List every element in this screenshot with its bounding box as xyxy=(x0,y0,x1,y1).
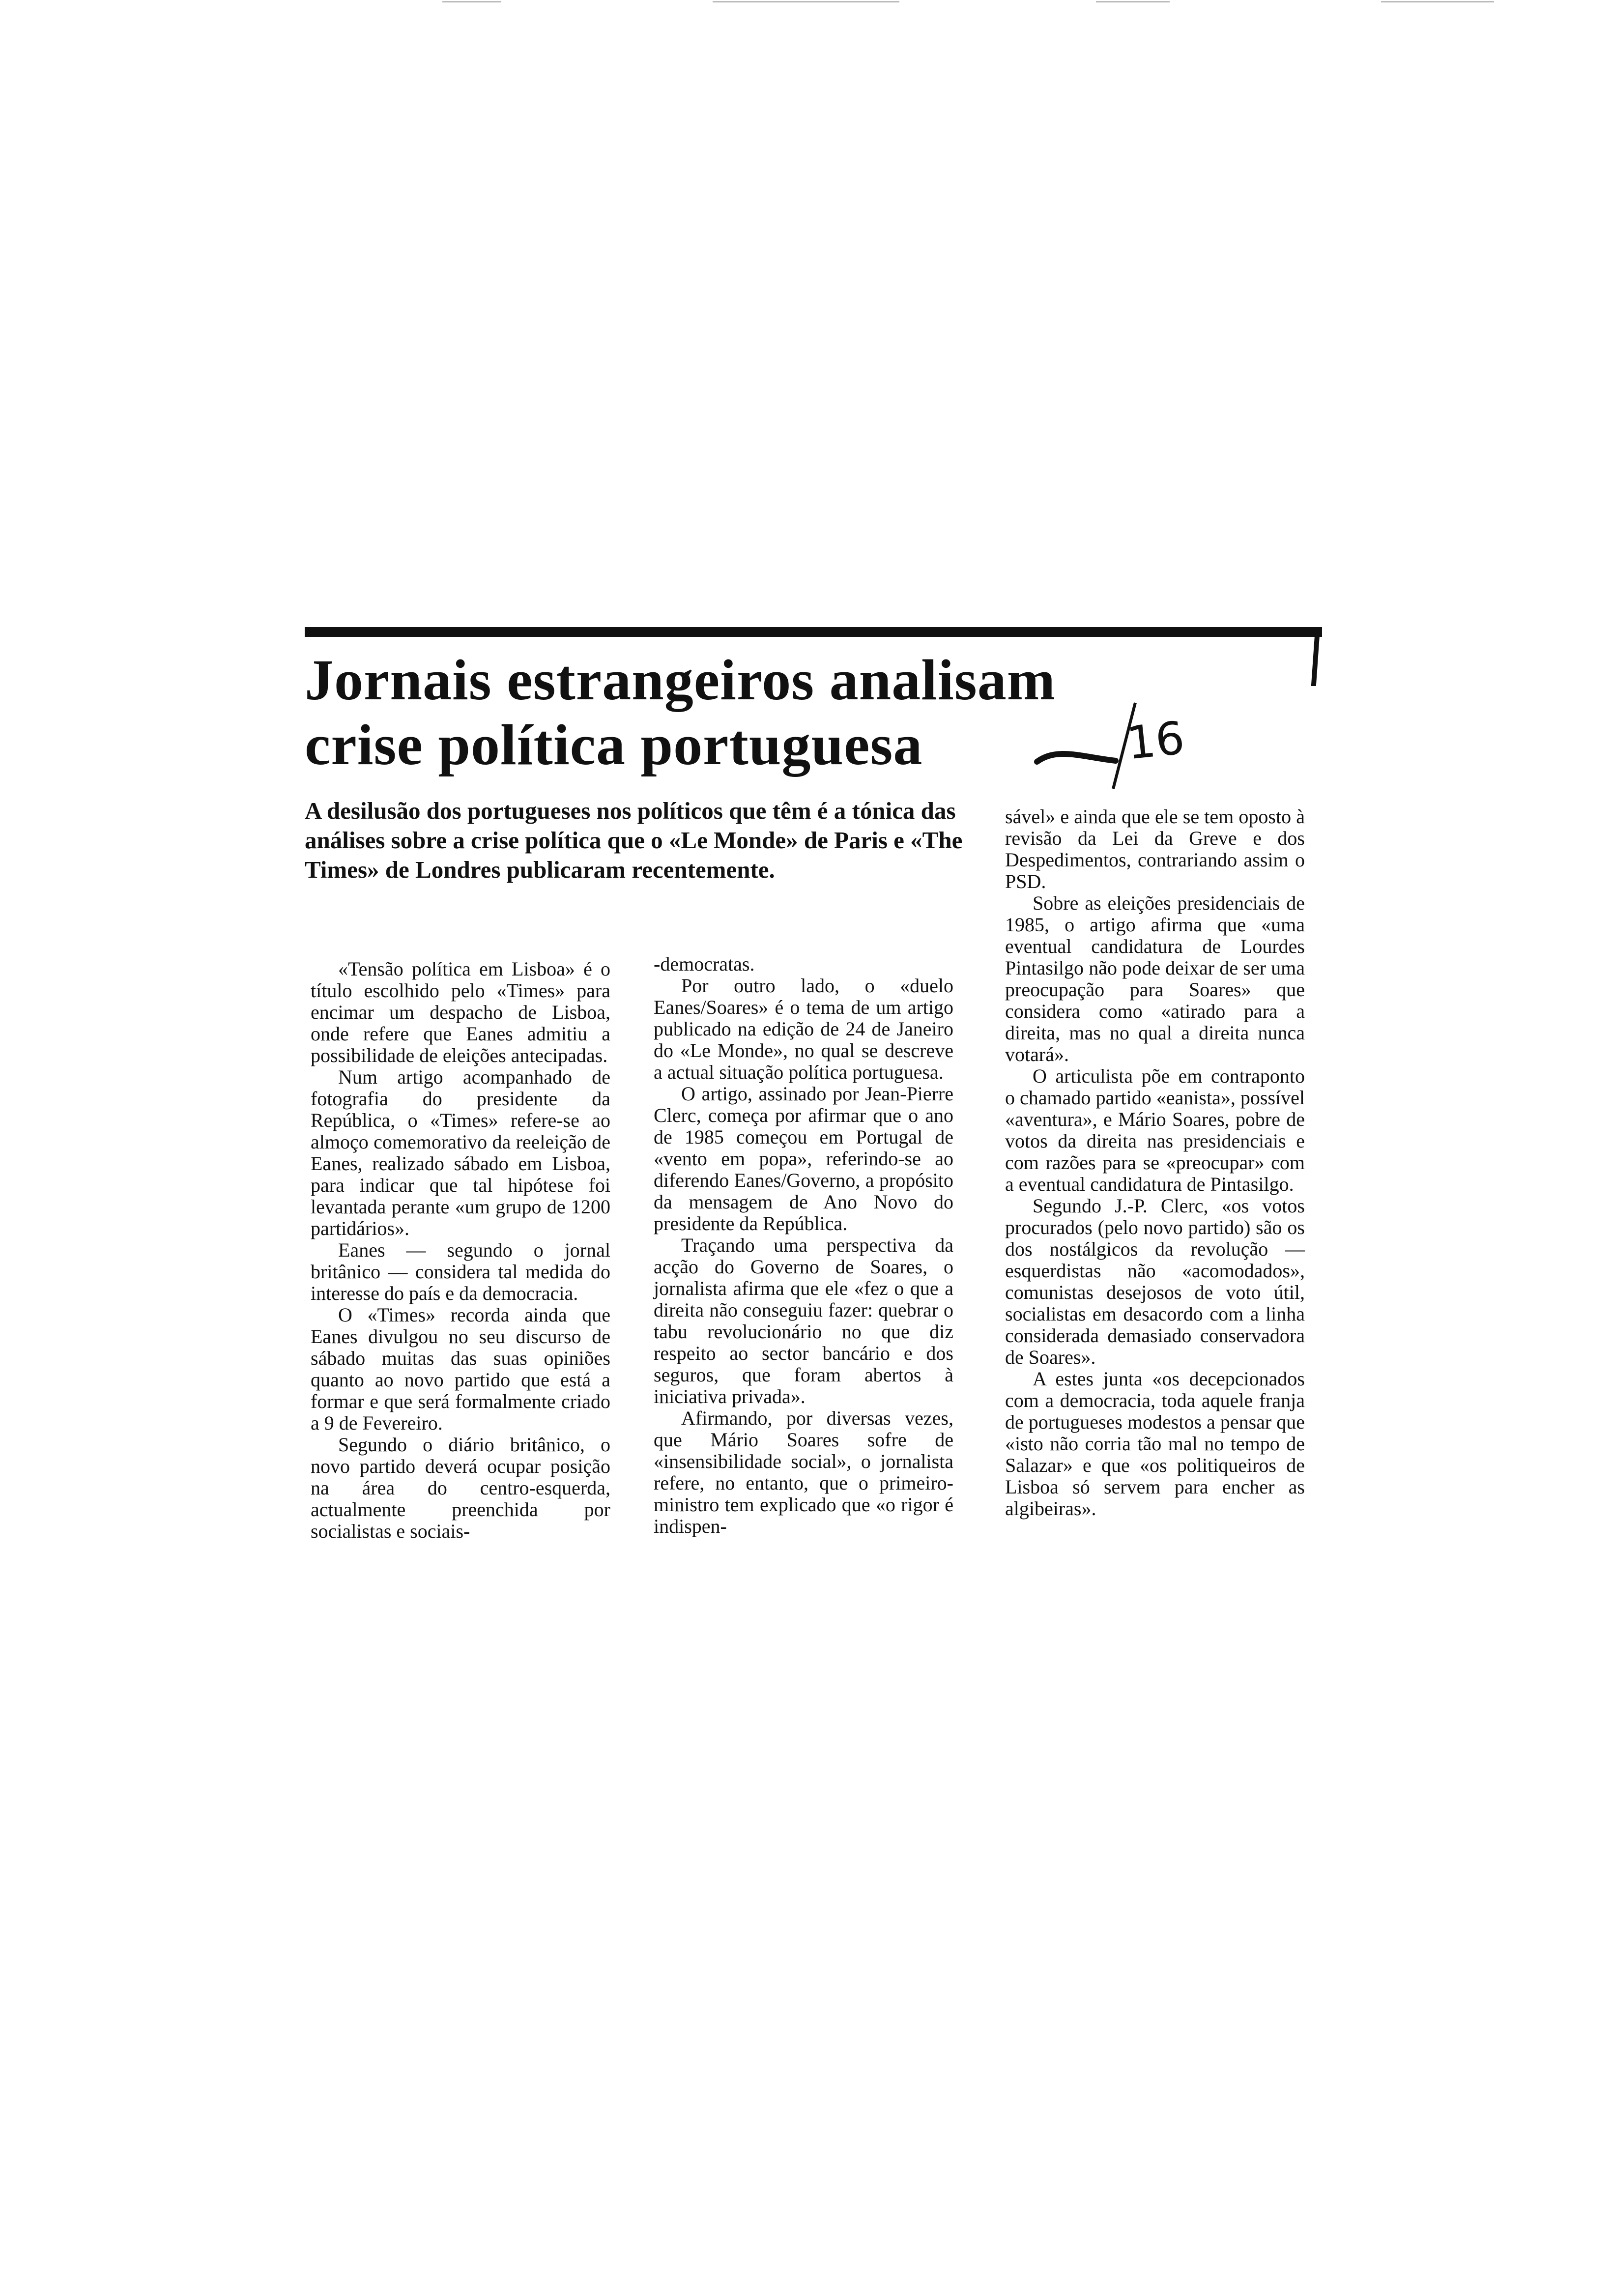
col1-paragraph: Eanes — segundo o jornal britânico — considera tal medida do interesse do país e da democracia. xyxy=(311,1239,610,1304)
headline-line-1: Jornais estrangeiros analisam xyxy=(305,648,1056,712)
headline-rule xyxy=(305,627,1322,637)
col2-paragraph: Traçando uma perspectiva da acção do Governo de Soares, o jornalista afirma que ele «fez o que a direita não conseguiu fazer: quebrar o tabu revolucionário no que diz respeito ao sector bancário e dos seguros, que foram abertos à iniciativa privada». xyxy=(654,1234,953,1407)
handwritten-dash xyxy=(1037,754,1116,762)
col3-paragraph: O articulista põe em contraponto o chamado partido «eanista», possível «aventura», e Mário Soares, pobre de votos da direita nas presidenciais e com razões para se «preocupar» com a eventual candidatura de Pintasilgo. xyxy=(1005,1065,1305,1195)
article-column-2 xyxy=(654,953,953,1537)
col2-paragraph: O artigo, assinado por Jean-Pierre Clerc, começa por afirmar que o ano de 1985 começou em Portugal de «vento em popa», referindo-se ao diferendo Eanes/Governo, a propósito da mensagem de Ano Novo do presidente da República. xyxy=(654,1083,953,1234)
article-column-3 xyxy=(1005,806,1305,1520)
col1-paragraph: «Tensão política em Lisboa» é o título escolhido pelo «Times» para encimar um despacho de Lisboa, onde refere que Eanes admitiu a possibilidade de eleições antecipadas. xyxy=(311,958,610,1066)
handwritten-number: 16 xyxy=(1124,711,1187,770)
col1-paragraph: Num artigo acompanhado de fotografia do presidente da República, o «Times» refere-se ao almoço comemorativo da reeleição de Eanes, realizado sábado em Lisboa, para indicar que tal hipótese foi levantada perante «um grupo de 1200 partidários». xyxy=(311,1066,610,1239)
col2-paragraph: Afirmando, por diversas vezes, que Mário Soares sofre de «insensibilidade social», o jornalista refere, no entanto, que o primeiro-ministro tem explicado que «o rigor é indispen- xyxy=(654,1407,953,1537)
handwritten-annotation xyxy=(1027,683,1234,791)
headline xyxy=(305,648,1140,777)
headline-line-2: crise política portuguesa xyxy=(305,713,923,777)
col3-paragraph: sável» e ainda que ele se tem oposto à revisão da Lei da Greve e dos Despedimentos, contrariando assim o PSD. xyxy=(1005,805,1305,892)
col2-paragraph: -democratas. xyxy=(654,953,755,975)
col3-paragraph: A estes junta «os decepcionados com a democracia, toda aquele franja de portugueses modestos a pensar que «isto não corria tão mal no tempo de Salazar» e que «os politiqueiros de Lisboa só servem para encher as algibeiras». xyxy=(1005,1368,1305,1520)
lead-paragraph: A desilusão dos portugueses nos políticos que têm é a tónica das análises sobre a crise política que o «Le Monde» de Paris e «The Times» de Londres publicaram recentemente. xyxy=(305,797,963,883)
col3-paragraph: Segundo J.-P. Clerc, «os votos procurados (pelo novo partido) são os dos nostálgicos da revolução — esquerdistas não «acomodados», comunistas desejosos de voto útil, socialistas em desacordo com a linha considerada demasiado conservadora de Soares». xyxy=(1005,1195,1305,1368)
col1-paragraph: Segundo o diário britânico, o novo partido deverá ocupar posição na área do centro-esquerda, actualmente preenchida por socialistas e sociais- xyxy=(311,1434,610,1542)
col1-paragraph: O «Times» recorda ainda que Eanes divulgou no seu discurso de sábado muitas das suas opiniões quanto ao novo partido que está a formar e que será formalmente criado a 9 de Fevereiro. xyxy=(311,1304,610,1434)
col2-paragraph: Por outro lado, o «duelo Eanes/Soares» é o tema de um artigo publicado na edição de 24 de Janeiro do «Le Monde», no qual se descreve a actual situação política portuguesa. xyxy=(654,975,953,1083)
article-column-1 xyxy=(311,958,610,1542)
col3-paragraph: Sobre as eleições presidenciais de 1985, o artigo afirma que «uma eventual candidatura de Lourdes Pintasilgo não pode deixar de ser uma preocupação para Soares» que considera como «atirado para a direita, mas no qual a direita nunca votará». xyxy=(1005,892,1305,1065)
scan-top-edge-marks xyxy=(0,0,1612,6)
